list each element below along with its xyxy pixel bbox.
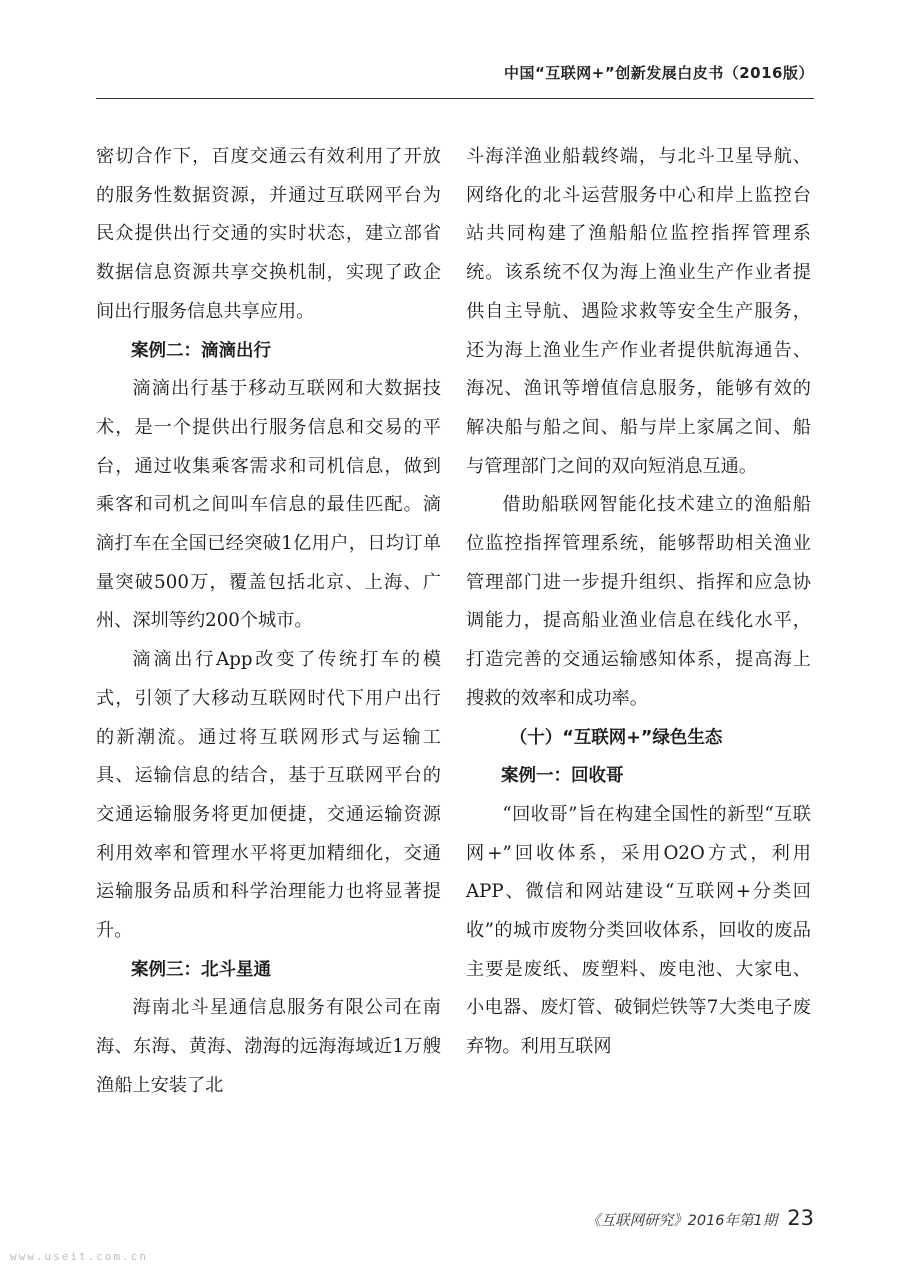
paragraph: 借助船联网智能化技术建立的渔船船位监控指挥管理系统，能够帮助相关渔业管理部门进一步提升组织、指挥和应急协调能力，提高船业渔业信息在线化水平，打造完善的交通运输感知体系，提高海上搜救的效率和成功率。 bbox=[466, 494, 811, 709]
left-column bbox=[96, 138, 441, 1106]
paragraph: 密切合作下，百度交通云有效利用了开放的服务性数据资源，并通过互联网平台为民众提供出行交通的实时状态，建立部省数据信息资源共享交换机制，实现了政企间出行服务信息共享应用。 bbox=[96, 146, 441, 322]
paragraph: 斗海洋渔业船载终端，与北斗卫星导航、网络化的北斗运营服务中心和岸上监控台站共同构建了渔船船位监控指挥管理系统。该系统不仅为海上渔业生产作业者提供自主导航、遇险求救等安全生产服务，还为海上渔业生产作业者提供航海通告、海况、渔讯等增值信息服务，能够有效的解决船与船之间、船与岸上家属之间、船与管理部门之间的双向短消息互通。 bbox=[466, 146, 811, 477]
watermark: www.useit.com.cn bbox=[10, 1250, 148, 1263]
header-rule bbox=[96, 98, 814, 99]
paragraph: 海南北斗星通信息服务有限公司在南海、东海、黄海、渤海的远海海域近1万艘渔船上安装了北 bbox=[96, 997, 441, 1096]
paragraph: 滴滴出行App改变了传统打车的模式，引领了大移动互联网时代下用户出行的新潮流。通过将互联网形式与运输工具、运输信息的结合，基于互联网平台的交通运输服务将更加便捷，交通运输资源利用效率和管理水平将更加精细化，交通运输服务品质和科学治理能力也将显著提升。 bbox=[96, 649, 441, 942]
section-heading: （十）“互联网+”绿色生态 bbox=[509, 727, 723, 748]
right-column bbox=[466, 138, 811, 1067]
page-footer bbox=[586, 1206, 814, 1242]
running-header: 中国“互联网+”创新发展白皮书（2016版） bbox=[503, 64, 814, 82]
page-number: 23 bbox=[787, 1206, 814, 1230]
journal-issue: 《互联网研究》2016年第1期 bbox=[586, 1213, 778, 1229]
case-heading: 案例二：滴滴出行 bbox=[131, 340, 271, 361]
paragraph: 滴滴出行基于移动互联网和大数据技术，是一个提供出行服务信息和交易的平台，通过收集乘客需求和司机信息，做到乘客和司机之间叫车信息的最佳匹配。滴滴打车在全国已经突破1亿用户，日均订单量突破500万，覆盖包括北京、上海、广州、深圳等约200个城市。 bbox=[96, 378, 441, 632]
case-heading: 案例一：回收哥 bbox=[501, 766, 624, 787]
case-heading: 案例三：北斗星通 bbox=[131, 959, 271, 980]
paragraph: “回收哥”旨在构建全国性的新型“互联网+”回收体系，采用O2O方式，利用APP、微信和网站建设“互联网+分类回收”的城市废物分类回收体系，回收的废品主要是废纸、废塑料、废电池、大家电、小电器、废灯管、破铜烂铁等7大类电子废弃物。利用互联网 bbox=[466, 803, 811, 1058]
